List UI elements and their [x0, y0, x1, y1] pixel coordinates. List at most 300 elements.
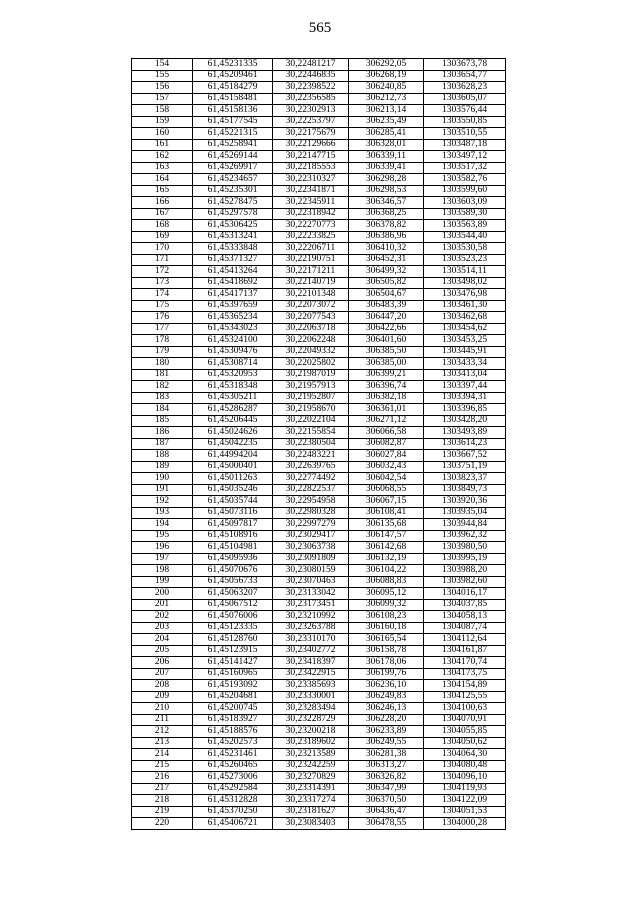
point-number-cell: 180	[132, 358, 193, 370]
longitude-cell: 30,21952807	[273, 392, 349, 404]
y-coordinate-cell: 1304051,53	[424, 806, 506, 818]
y-coordinate-cell: 1303605,07	[424, 93, 506, 105]
longitude-cell: 30,22233825	[273, 231, 349, 243]
longitude-cell: 30,22980328	[273, 507, 349, 519]
table-row	[132, 300, 506, 312]
table-row	[132, 714, 506, 726]
latitude-cell: 61,45221315	[193, 128, 273, 140]
x-coordinate-cell: 306281,38	[349, 749, 424, 761]
y-coordinate-cell: 1304080,48	[424, 760, 506, 772]
x-coordinate-cell: 306326,82	[349, 772, 424, 784]
y-coordinate-cell: 1303445,91	[424, 346, 506, 358]
point-number-cell: 191	[132, 484, 193, 496]
table-row	[132, 749, 506, 761]
latitude-cell: 61,45370250	[193, 806, 273, 818]
latitude-cell: 61,45312828	[193, 795, 273, 807]
x-coordinate-cell: 306378,82	[349, 220, 424, 232]
latitude-cell: 61,45371327	[193, 254, 273, 266]
table-row	[132, 243, 506, 255]
x-coordinate-cell: 306067,15	[349, 496, 424, 508]
x-coordinate-cell: 306088,83	[349, 576, 424, 588]
y-coordinate-cell: 1303628,23	[424, 82, 506, 94]
table-row	[132, 806, 506, 818]
point-number-cell: 159	[132, 116, 193, 128]
table-row	[132, 772, 506, 784]
longitude-cell: 30,22206711	[273, 243, 349, 255]
x-coordinate-cell: 306235,49	[349, 116, 424, 128]
longitude-cell: 30,22302913	[273, 105, 349, 117]
y-coordinate-cell: 1303589,30	[424, 208, 506, 220]
longitude-cell: 30,23385693	[273, 680, 349, 692]
x-coordinate-cell: 306396,74	[349, 381, 424, 393]
table-row	[132, 438, 506, 450]
longitude-cell: 30,23422915	[273, 668, 349, 680]
longitude-cell: 30,22270773	[273, 220, 349, 232]
table-row	[132, 116, 506, 128]
x-coordinate-cell: 306499,32	[349, 266, 424, 278]
longitude-cell: 30,22062248	[273, 335, 349, 347]
x-coordinate-cell: 306066,58	[349, 427, 424, 439]
point-number-cell: 177	[132, 323, 193, 335]
latitude-cell: 61,45042235	[193, 438, 273, 450]
y-coordinate-cell: 1304058,13	[424, 611, 506, 623]
latitude-cell: 61,45184279	[193, 82, 273, 94]
y-coordinate-cell: 1303944,84	[424, 519, 506, 531]
x-coordinate-cell: 306042,54	[349, 473, 424, 485]
point-number-cell: 156	[132, 82, 193, 94]
latitude-cell: 61,44994204	[193, 450, 273, 462]
longitude-cell: 30,22997279	[273, 519, 349, 531]
latitude-cell: 61,45056733	[193, 576, 273, 588]
latitude-cell: 61,45397659	[193, 300, 273, 312]
point-number-cell: 185	[132, 415, 193, 427]
latitude-cell: 61,45297578	[193, 208, 273, 220]
point-number-cell: 194	[132, 519, 193, 531]
latitude-cell: 61,45128760	[193, 634, 273, 646]
y-coordinate-cell: 1303654,77	[424, 70, 506, 82]
point-number-cell: 160	[132, 128, 193, 140]
latitude-cell: 61,45343023	[193, 323, 273, 335]
table-row	[132, 197, 506, 209]
table-row	[132, 703, 506, 715]
point-number-cell: 182	[132, 381, 193, 393]
table-row	[132, 346, 506, 358]
latitude-cell: 61,45204681	[193, 691, 273, 703]
x-coordinate-cell: 306108,41	[349, 507, 424, 519]
point-number-cell: 178	[132, 335, 193, 347]
table-row	[132, 507, 506, 519]
x-coordinate-cell: 306082,87	[349, 438, 424, 450]
longitude-cell: 30,22077543	[273, 312, 349, 324]
x-coordinate-cell: 306095,12	[349, 588, 424, 600]
longitude-cell: 30,23210992	[273, 611, 349, 623]
page-number: 565	[308, 20, 332, 36]
x-coordinate-cell: 306410,32	[349, 243, 424, 255]
x-coordinate-cell: 306142,68	[349, 542, 424, 554]
latitude-cell: 61,45318348	[193, 381, 273, 393]
y-coordinate-cell: 1304050,62	[424, 737, 506, 749]
x-coordinate-cell: 306361,01	[349, 404, 424, 416]
y-coordinate-cell: 1303510,55	[424, 128, 506, 140]
point-number-cell: 158	[132, 105, 193, 117]
y-coordinate-cell: 1303428,20	[424, 415, 506, 427]
x-coordinate-cell: 306213,14	[349, 105, 424, 117]
point-number-cell: 207	[132, 668, 193, 680]
point-number-cell: 187	[132, 438, 193, 450]
table-row	[132, 128, 506, 140]
y-coordinate-cell: 1303461,30	[424, 300, 506, 312]
x-coordinate-cell: 306099,32	[349, 599, 424, 611]
y-coordinate-cell: 1303920,36	[424, 496, 506, 508]
point-number-cell: 212	[132, 726, 193, 738]
longitude-cell: 30,22101348	[273, 289, 349, 301]
y-coordinate-cell: 1304122,09	[424, 795, 506, 807]
latitude-cell: 61,45158136	[193, 105, 273, 117]
longitude-cell: 30,22446835	[273, 70, 349, 82]
point-number-cell: 217	[132, 783, 193, 795]
y-coordinate-cell: 1303673,78	[424, 59, 506, 71]
x-coordinate-cell: 306346,57	[349, 197, 424, 209]
latitude-cell: 61,45073116	[193, 507, 273, 519]
latitude-cell: 61,45306425	[193, 220, 273, 232]
table-row	[132, 576, 506, 588]
y-coordinate-cell: 1303514,11	[424, 266, 506, 278]
point-number-cell: 204	[132, 634, 193, 646]
table-row	[132, 289, 506, 301]
point-number-cell: 198	[132, 565, 193, 577]
y-coordinate-cell: 1304100,63	[424, 703, 506, 715]
point-number-cell: 167	[132, 208, 193, 220]
longitude-cell: 30,23083403	[273, 818, 349, 830]
table-row	[132, 231, 506, 243]
table-row	[132, 415, 506, 427]
longitude-cell: 30,22380504	[273, 438, 349, 450]
longitude-cell: 30,23263788	[273, 622, 349, 634]
table-row	[132, 427, 506, 439]
table-row	[132, 174, 506, 186]
longitude-cell: 30,23091809	[273, 553, 349, 565]
latitude-cell: 61,45273006	[193, 772, 273, 784]
table-row	[132, 496, 506, 508]
y-coordinate-cell: 1303995,19	[424, 553, 506, 565]
longitude-cell: 30,22025802	[273, 358, 349, 370]
longitude-cell: 30,23270829	[273, 772, 349, 784]
longitude-cell: 30,23330001	[273, 691, 349, 703]
table-row	[132, 645, 506, 657]
table-row	[132, 404, 506, 416]
y-coordinate-cell: 1303980,50	[424, 542, 506, 554]
latitude-cell: 61,45333848	[193, 243, 273, 255]
table-row	[132, 565, 506, 577]
x-coordinate-cell: 306385,00	[349, 358, 424, 370]
y-coordinate-cell: 1303823,37	[424, 473, 506, 485]
table-row	[132, 151, 506, 163]
longitude-cell: 30,22147715	[273, 151, 349, 163]
y-coordinate-cell: 1303462,68	[424, 312, 506, 324]
longitude-cell: 30,22155854	[273, 427, 349, 439]
y-coordinate-cell: 1304037,85	[424, 599, 506, 611]
table-row	[132, 760, 506, 772]
point-number-cell: 206	[132, 657, 193, 669]
x-coordinate-cell: 306292,05	[349, 59, 424, 71]
latitude-cell: 61,45305211	[193, 392, 273, 404]
x-coordinate-cell: 306298,53	[349, 185, 424, 197]
table-row	[132, 312, 506, 324]
longitude-cell: 30,22063718	[273, 323, 349, 335]
table-row	[132, 737, 506, 749]
point-number-cell: 214	[132, 749, 193, 761]
y-coordinate-cell: 1304087,74	[424, 622, 506, 634]
y-coordinate-cell: 1304119,93	[424, 783, 506, 795]
x-coordinate-cell: 306233,89	[349, 726, 424, 738]
latitude-cell: 61,45123335	[193, 622, 273, 634]
point-number-cell: 208	[132, 680, 193, 692]
point-number-cell: 176	[132, 312, 193, 324]
x-coordinate-cell: 306032,43	[349, 461, 424, 473]
table-row	[132, 599, 506, 611]
latitude-cell: 61,45269917	[193, 162, 273, 174]
y-coordinate-cell: 1303453,25	[424, 335, 506, 347]
x-coordinate-cell: 306132,19	[349, 553, 424, 565]
table-row	[132, 335, 506, 347]
table-row	[132, 392, 506, 404]
x-coordinate-cell: 306268,19	[349, 70, 424, 82]
table-row	[132, 70, 506, 82]
x-coordinate-cell: 306399,21	[349, 369, 424, 381]
point-number-cell: 197	[132, 553, 193, 565]
table-row	[132, 220, 506, 232]
table-row	[132, 622, 506, 634]
longitude-cell: 30,22341871	[273, 185, 349, 197]
latitude-cell: 61,45235301	[193, 185, 273, 197]
latitude-cell: 61,45067512	[193, 599, 273, 611]
x-coordinate-cell: 306436,47	[349, 806, 424, 818]
y-coordinate-cell: 1303397,44	[424, 381, 506, 393]
x-coordinate-cell: 306178,06	[349, 657, 424, 669]
y-coordinate-cell: 1303487,18	[424, 139, 506, 151]
y-coordinate-cell: 1303523,23	[424, 254, 506, 266]
table-row	[132, 473, 506, 485]
longitude-cell: 30,22398522	[273, 82, 349, 94]
point-number-cell: 179	[132, 346, 193, 358]
point-number-cell: 183	[132, 392, 193, 404]
table-row	[132, 59, 506, 71]
latitude-cell: 61,45177545	[193, 116, 273, 128]
x-coordinate-cell: 306147,57	[349, 530, 424, 542]
x-coordinate-cell: 306068,55	[349, 484, 424, 496]
point-number-cell: 181	[132, 369, 193, 381]
y-coordinate-cell: 1303935,04	[424, 507, 506, 519]
table-row	[132, 461, 506, 473]
y-coordinate-cell: 1303667,52	[424, 450, 506, 462]
x-coordinate-cell: 306339,11	[349, 151, 424, 163]
table-row	[132, 588, 506, 600]
x-coordinate-cell: 306236,10	[349, 680, 424, 692]
point-number-cell: 186	[132, 427, 193, 439]
point-number-cell: 166	[132, 197, 193, 209]
y-coordinate-cell: 1303476,98	[424, 289, 506, 301]
y-coordinate-cell: 1304070,91	[424, 714, 506, 726]
y-coordinate-cell: 1303517,32	[424, 162, 506, 174]
y-coordinate-cell: 1303433,34	[424, 358, 506, 370]
longitude-cell: 30,22190751	[273, 254, 349, 266]
latitude-cell: 61,45193092	[193, 680, 273, 692]
point-number-cell: 220	[132, 818, 193, 830]
longitude-cell: 30,22175679	[273, 128, 349, 140]
table-row	[132, 358, 506, 370]
latitude-cell: 61,45158481	[193, 93, 273, 105]
point-number-cell: 173	[132, 277, 193, 289]
table-row	[132, 139, 506, 151]
table-row	[132, 450, 506, 462]
point-number-cell: 169	[132, 231, 193, 243]
coordinates-table-body	[132, 59, 506, 830]
y-coordinate-cell: 1303599,60	[424, 185, 506, 197]
x-coordinate-cell: 306368,25	[349, 208, 424, 220]
longitude-cell: 30,22356585	[273, 93, 349, 105]
longitude-cell: 30,22129666	[273, 139, 349, 151]
y-coordinate-cell: 1303530,58	[424, 243, 506, 255]
longitude-cell: 30,22318942	[273, 208, 349, 220]
point-number-cell: 192	[132, 496, 193, 508]
x-coordinate-cell: 306347,99	[349, 783, 424, 795]
latitude-cell: 61,45035246	[193, 484, 273, 496]
x-coordinate-cell: 306249,83	[349, 691, 424, 703]
point-number-cell: 193	[132, 507, 193, 519]
latitude-cell: 61,45320953	[193, 369, 273, 381]
point-number-cell: 202	[132, 611, 193, 623]
longitude-cell: 30,22345911	[273, 197, 349, 209]
table-row	[132, 185, 506, 197]
latitude-cell: 61,45183927	[193, 714, 273, 726]
point-number-cell: 205	[132, 645, 193, 657]
x-coordinate-cell: 306313,27	[349, 760, 424, 772]
table-row	[132, 277, 506, 289]
x-coordinate-cell: 306386,96	[349, 231, 424, 243]
point-number-cell: 216	[132, 772, 193, 784]
x-coordinate-cell: 306401,60	[349, 335, 424, 347]
y-coordinate-cell: 1304112,64	[424, 634, 506, 646]
point-number-cell: 165	[132, 185, 193, 197]
x-coordinate-cell: 306370,50	[349, 795, 424, 807]
latitude-cell: 61,45309476	[193, 346, 273, 358]
longitude-cell: 30,22822537	[273, 484, 349, 496]
table-row	[132, 611, 506, 623]
table-row	[132, 530, 506, 542]
x-coordinate-cell: 306271,12	[349, 415, 424, 427]
latitude-cell: 61,45070676	[193, 565, 273, 577]
point-number-cell: 161	[132, 139, 193, 151]
point-number-cell: 162	[132, 151, 193, 163]
longitude-cell: 30,23181627	[273, 806, 349, 818]
latitude-cell: 61,45413264	[193, 266, 273, 278]
point-number-cell: 203	[132, 622, 193, 634]
point-number-cell: 164	[132, 174, 193, 186]
table-row	[132, 323, 506, 335]
latitude-cell: 61,45108916	[193, 530, 273, 542]
y-coordinate-cell: 1303498,02	[424, 277, 506, 289]
point-number-cell: 188	[132, 450, 193, 462]
latitude-cell: 61,45206445	[193, 415, 273, 427]
longitude-cell: 30,21957913	[273, 381, 349, 393]
longitude-cell: 30,23189602	[273, 737, 349, 749]
y-coordinate-cell: 1303982,60	[424, 576, 506, 588]
y-coordinate-cell: 1304173,75	[424, 668, 506, 680]
table-row	[132, 657, 506, 669]
longitude-cell: 30,23242259	[273, 760, 349, 772]
x-coordinate-cell: 306246,13	[349, 703, 424, 715]
latitude-cell: 61,45200745	[193, 703, 273, 715]
latitude-cell: 61,45406721	[193, 818, 273, 830]
longitude-cell: 30,23133042	[273, 588, 349, 600]
table-row	[132, 519, 506, 531]
longitude-cell: 30,22954958	[273, 496, 349, 508]
latitude-cell: 61,45063207	[193, 588, 273, 600]
point-number-cell: 189	[132, 461, 193, 473]
y-coordinate-cell: 1304154,89	[424, 680, 506, 692]
y-coordinate-cell: 1303413,04	[424, 369, 506, 381]
latitude-cell: 61,45234657	[193, 174, 273, 186]
table-row	[132, 668, 506, 680]
latitude-cell: 61,45417137	[193, 289, 273, 301]
longitude-cell: 30,22774492	[273, 473, 349, 485]
x-coordinate-cell: 306505,82	[349, 277, 424, 289]
latitude-cell: 61,45324100	[193, 335, 273, 347]
table-row	[132, 680, 506, 692]
y-coordinate-cell: 1303603,09	[424, 197, 506, 209]
x-coordinate-cell: 306452,31	[349, 254, 424, 266]
longitude-cell: 30,23173451	[273, 599, 349, 611]
x-coordinate-cell: 306135,68	[349, 519, 424, 531]
y-coordinate-cell: 1303751,19	[424, 461, 506, 473]
table-row	[132, 369, 506, 381]
longitude-cell: 30,22483221	[273, 450, 349, 462]
table-row	[132, 266, 506, 278]
point-number-cell: 174	[132, 289, 193, 301]
latitude-cell: 61,45202573	[193, 737, 273, 749]
x-coordinate-cell: 306212,73	[349, 93, 424, 105]
x-coordinate-cell: 306504,67	[349, 289, 424, 301]
y-coordinate-cell: 1303550,85	[424, 116, 506, 128]
y-coordinate-cell: 1304096,10	[424, 772, 506, 784]
longitude-cell: 30,23080159	[273, 565, 349, 577]
point-number-cell: 184	[132, 404, 193, 416]
latitude-cell: 61,45097817	[193, 519, 273, 531]
y-coordinate-cell: 1303962,32	[424, 530, 506, 542]
table-row	[132, 484, 506, 496]
latitude-cell: 61,45231335	[193, 59, 273, 71]
latitude-cell: 61,45000401	[193, 461, 273, 473]
y-coordinate-cell: 1304000,28	[424, 818, 506, 830]
point-number-cell: 211	[132, 714, 193, 726]
y-coordinate-cell: 1303544,40	[424, 231, 506, 243]
x-coordinate-cell: 306104,22	[349, 565, 424, 577]
table-row	[132, 254, 506, 266]
latitude-cell: 61,45209461	[193, 70, 273, 82]
longitude-cell: 30,22073072	[273, 300, 349, 312]
point-number-cell: 155	[132, 70, 193, 82]
latitude-cell: 61,45260465	[193, 760, 273, 772]
longitude-cell: 30,22022104	[273, 415, 349, 427]
x-coordinate-cell: 306298,28	[349, 174, 424, 186]
point-number-cell: 219	[132, 806, 193, 818]
y-coordinate-cell: 1304055,85	[424, 726, 506, 738]
y-coordinate-cell: 1303849,73	[424, 484, 506, 496]
latitude-cell: 61,45141427	[193, 657, 273, 669]
latitude-cell: 61,45313241	[193, 231, 273, 243]
longitude-cell: 30,22140719	[273, 277, 349, 289]
point-number-cell: 200	[132, 588, 193, 600]
